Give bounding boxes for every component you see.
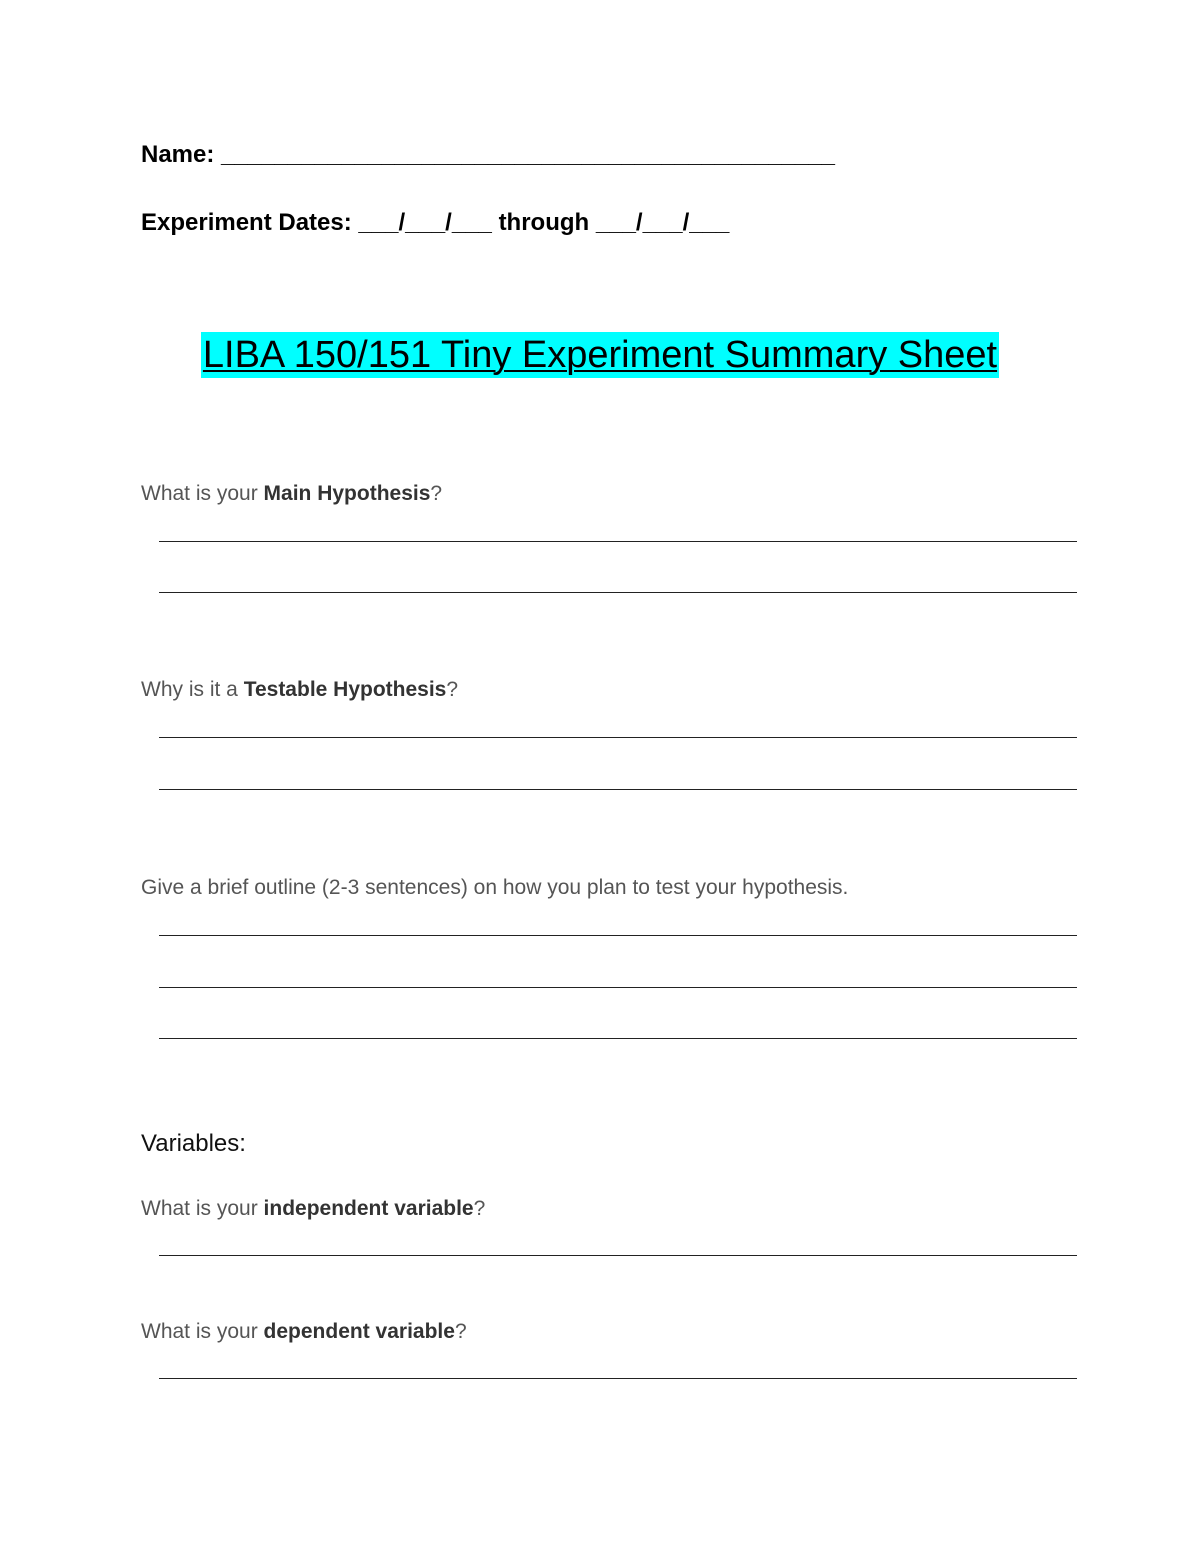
dependent-suffix: ? [454,1320,467,1343]
main-hypothesis-prefix: What is your [141,482,264,505]
main-hypothesis-question [141,482,442,506]
main-hypothesis-answer-line-1[interactable] [159,541,1077,542]
main-hypothesis-bold: Main Hypothesis [263,482,431,505]
testable-answer-line-1[interactable] [159,737,1077,738]
experiment-dates-label: Experiment Dates: [141,209,352,236]
dependent-bold: dependent variable [263,1320,455,1343]
outline-answer-line-1[interactable] [159,935,1077,936]
testable-suffix: ? [446,678,459,701]
independent-suffix: ? [473,1197,486,1220]
dependent-prefix: What is your [141,1320,264,1343]
dependent-variable-question [141,1320,467,1344]
through-label: through [498,209,590,236]
name-blank[interactable]: ______________________________________________ [221,141,836,168]
main-hypothesis-answer-line-2[interactable] [159,592,1077,593]
outline-answer-line-3[interactable] [159,1038,1077,1039]
experiment-dates-field [141,209,729,237]
independent-bold: independent variable [263,1197,474,1220]
dependent-answer-line[interactable] [159,1378,1077,1379]
testable-hypothesis-question [141,678,458,702]
testable-answer-line-2[interactable] [159,789,1077,790]
main-hypothesis-suffix: ? [430,482,443,505]
outline-question: Give a brief outline (2-3 sentences) on how you plan to test your hypothesis. [141,876,849,899]
independent-prefix: What is your [141,1197,264,1220]
testable-bold: Testable Hypothesis [243,678,447,701]
independent-answer-line[interactable] [159,1255,1077,1256]
page-title: LIBA 150/151 Tiny Experiment Summary Sheet [202,334,998,376]
start-date-blank[interactable]: ___/___/___ [358,209,492,236]
title-container [0,332,1200,378]
testable-prefix: Why is it a [141,678,244,701]
name-field[interactable] [141,141,835,169]
name-label: Name: [141,141,215,168]
end-date-blank[interactable]: ___/___/___ [595,209,730,236]
variables-heading: Variables: [141,1130,246,1157]
independent-variable-question [141,1197,485,1221]
outline-answer-line-2[interactable] [159,987,1077,988]
